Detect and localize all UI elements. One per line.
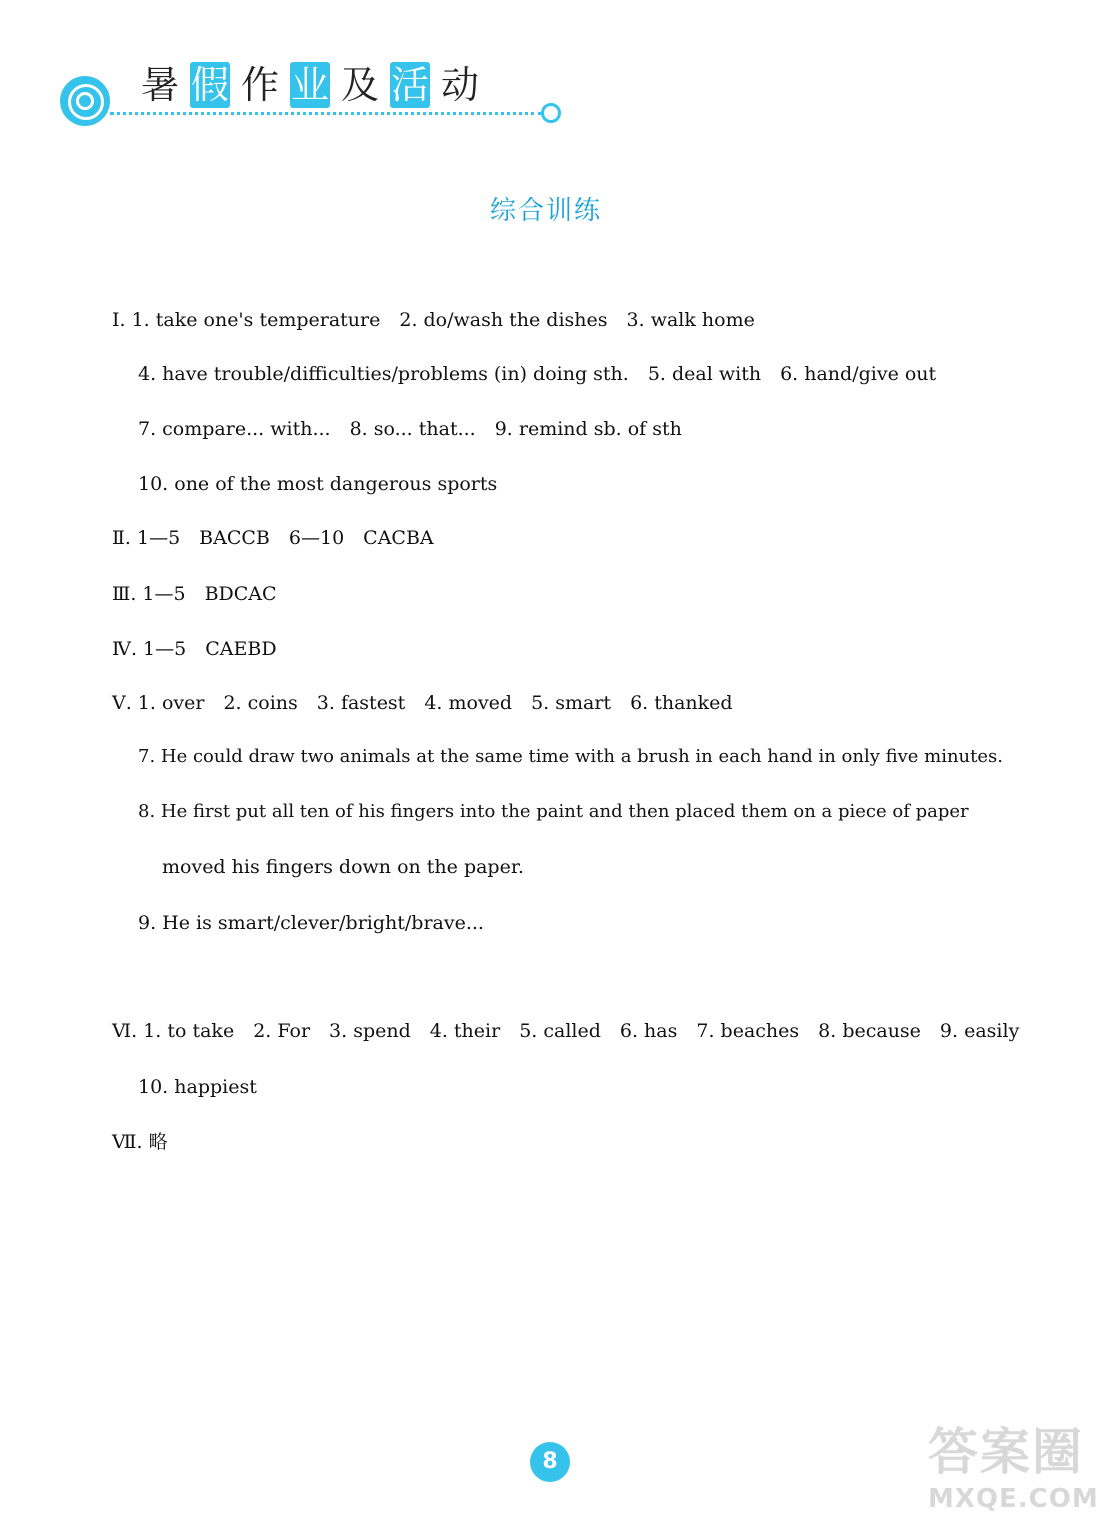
section-title: 综合训练 <box>489 196 602 226</box>
answer-line: 7. compare... with... 8. so... that... 9. remind sb. of sth <box>138 418 682 440</box>
header-char-highlighted: 业 <box>290 63 329 107</box>
answer-line: Ⅲ. 1—5 BDCAC <box>112 583 277 605</box>
answer-line: moved his fingers down on the paper. <box>162 856 524 878</box>
answer-line: 10. happiest <box>138 1076 257 1098</box>
answer-line: Ⅵ. 1. to take 2. For 3. spend 4. their 5. called 6. has 7. beaches 8. because 9. easily <box>112 1020 1020 1042</box>
header-char: 暑 <box>140 63 179 107</box>
answer-line: Ⅴ. 1. over 2. coins 3. fastest 4. moved 5. smart 6. thanked <box>112 692 733 714</box>
answer-line: 4. have trouble/difficulties/problems (in) doing sth. 5. deal with 6. hand/give out <box>138 363 937 385</box>
header-title <box>140 62 480 108</box>
answer-line: Ⅱ. 1—5 BACCB 6—10 CACBA <box>112 527 434 549</box>
header-char: 动 <box>440 63 479 107</box>
page-number: 8 <box>530 1442 570 1482</box>
answer-line: Ⅰ. 1. take one's temperature 2. do/wash the dishes 3. walk home <box>112 309 755 331</box>
answer-line: 9. He is smart/clever/bright/brave... <box>138 912 484 934</box>
watermark-logo <box>928 1412 1099 1530</box>
divider-end-dot-icon <box>541 103 561 123</box>
answer-line: 8. He first put all ten of his fingers into the paint and then placed them on a piece of paper <box>138 801 969 822</box>
watermark-top: 答案圈 <box>928 1423 1084 1481</box>
watermark-bottom: MXQE.COM <box>928 1484 1099 1514</box>
header-dotted-divider <box>110 112 542 115</box>
answer-line: Ⅳ. 1—5 CAEBD <box>112 638 277 660</box>
answer-line: 10. one of the most dangerous sports <box>138 473 498 495</box>
answer-line: 7. He could draw two animals at the same time with a brush in each hand in only five minutes. <box>138 746 1003 767</box>
header-char: 及 <box>340 63 379 107</box>
answer-line: Ⅶ. 略 <box>112 1131 168 1153</box>
header-char-highlighted: 活 <box>390 63 429 107</box>
page-header <box>0 0 1100 140</box>
header-char: 作 <box>240 63 279 107</box>
header-char-highlighted: 假 <box>190 63 229 107</box>
header-circle-icon <box>60 76 110 126</box>
